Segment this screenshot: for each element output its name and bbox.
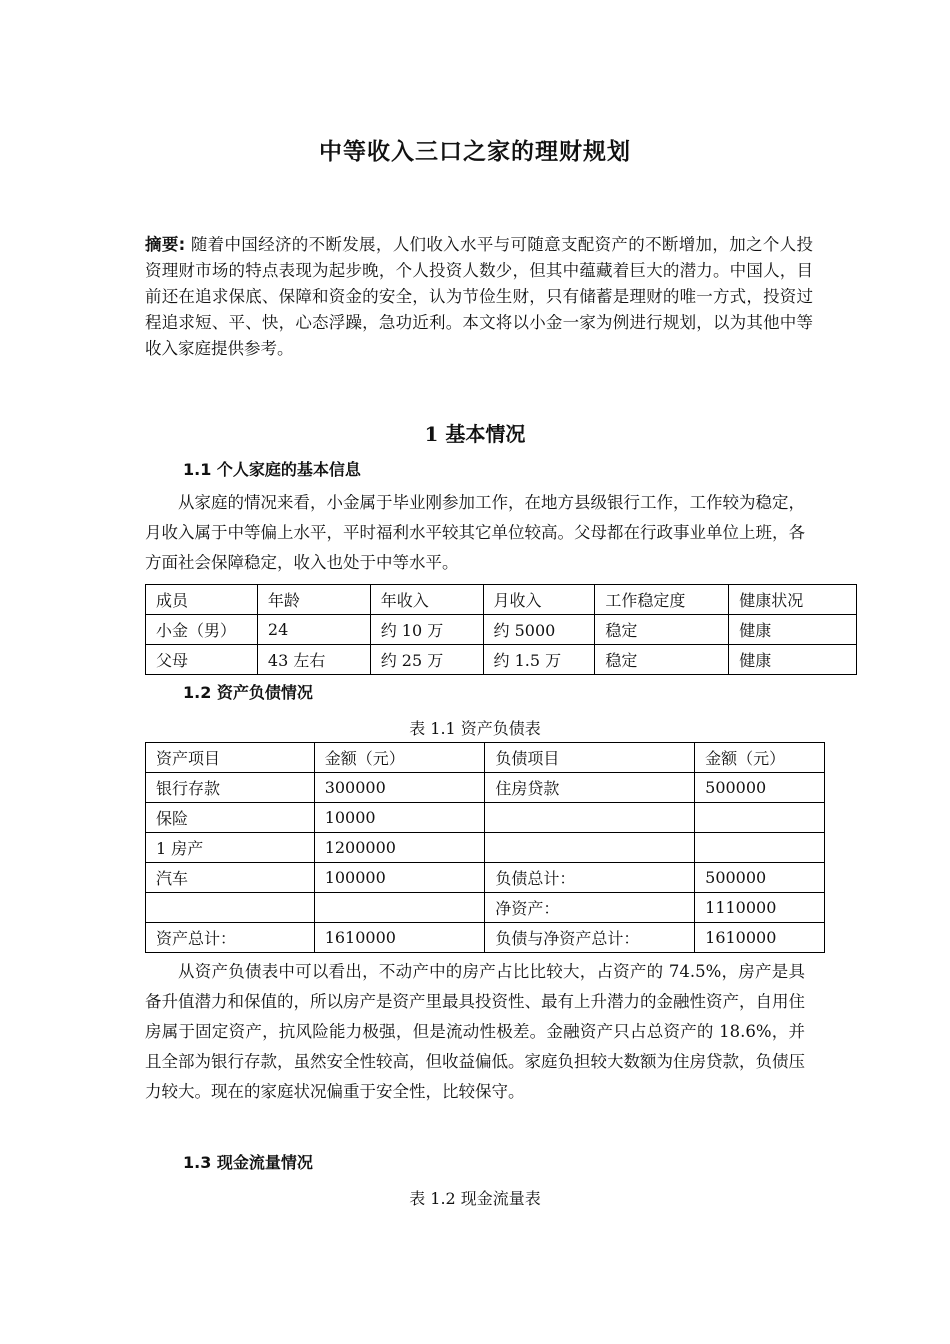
table-header-cell: 年收入 xyxy=(370,585,483,615)
table-row xyxy=(146,615,857,645)
table-cell: 500000 xyxy=(695,863,825,893)
table-cell: 资产总计： xyxy=(146,923,315,953)
table-row xyxy=(146,893,825,923)
table-row xyxy=(146,773,825,803)
table-cell: 银行存款 xyxy=(146,773,315,803)
table-cell xyxy=(695,833,825,863)
table-header-cell: 健康状况 xyxy=(729,585,857,615)
table-header-cell: 金额（元） xyxy=(314,743,485,773)
abstract xyxy=(145,232,813,362)
table-header-cell: 资产项目 xyxy=(146,743,315,773)
table-cell: 负债总计： xyxy=(485,863,695,893)
table-cell xyxy=(146,893,315,923)
table-cell: 300000 xyxy=(314,773,485,803)
table-cell: 10000 xyxy=(314,803,485,833)
table-cell: 父母 xyxy=(146,645,258,675)
table-cell: 健康 xyxy=(729,645,857,675)
abstract-text: 随着中国经济的不断发展，人们收入水平与可随意支配资产的不断增加，加之个人投资理财市场的特点表现为起步晚，个人投资人数少，但其中蕴藏着巨大的潜力。中国人，目前还在追求保底、保障和资金的安全，认为节俭生财，只有储蓄是理财的唯一方式，投资过程追求短、平、快，心态浮躁，急功近利。本文将以小金一家为例进行规划，以为其他中等收入家庭提供参考。 xyxy=(145,235,813,358)
section-1-1-heading: 1.1 个人家庭的基本信息 xyxy=(183,460,361,479)
table-cell: 负债与净资产总计： xyxy=(485,923,695,953)
section-1-1-paragraph: 从家庭的情况来看，小金属于毕业刚参加工作，在地方县级银行工作，工作较为稳定，月收入属于中等偏上水平，平时福利水平较其它单位较高。父母都在行政事业单位上班，各方面社会保障稳定，收入也处于中等水平。 xyxy=(145,493,805,572)
table-cell: 1610000 xyxy=(314,923,485,953)
table-cell: 24 xyxy=(257,615,370,645)
table-header-cell: 金额（元） xyxy=(695,743,825,773)
table-cell: 约 1.5 万 xyxy=(483,645,595,675)
table-cell: 约 25 万 xyxy=(370,645,483,675)
family-info-table xyxy=(145,584,857,675)
table-cell: 健康 xyxy=(729,615,857,645)
table-cell: 约 5000 xyxy=(483,615,595,645)
table-cell xyxy=(485,803,695,833)
table-header-cell: 成员 xyxy=(146,585,258,615)
table-row xyxy=(146,923,825,953)
table-header-row xyxy=(146,743,825,773)
balance-sheet-table xyxy=(145,742,825,953)
table-cell: 43 左右 xyxy=(257,645,370,675)
table-row xyxy=(146,803,825,833)
table-cell: 1200000 xyxy=(314,833,485,863)
table-cell: 小金（男） xyxy=(146,615,258,645)
abstract-label: 摘要: xyxy=(145,235,186,254)
table-header-cell: 月收入 xyxy=(483,585,595,615)
table-cell: 约 10 万 xyxy=(370,615,483,645)
table-header-cell: 负债项目 xyxy=(485,743,695,773)
table-1-2-caption: 表 1.2 现金流量表 xyxy=(409,1189,541,1208)
table-cell xyxy=(314,893,485,923)
table-header-row xyxy=(146,585,857,615)
table-cell xyxy=(485,833,695,863)
table-row xyxy=(146,863,825,893)
table-cell: 500000 xyxy=(695,773,825,803)
table-row xyxy=(146,645,857,675)
table-cell: 稳定 xyxy=(595,615,729,645)
table-cell: 稳定 xyxy=(595,645,729,675)
table-cell xyxy=(695,803,825,833)
section-1-2-paragraph: 从资产负债表中可以看出，不动产中的房产占比比较大，占资产的 74.5%，房产是具备升值潜力和保值的，所以房产是资产里最具投资性、最有上升潜力的金融性资产，自用住房属于固定资产，抗风险能力极强，但是流动性极差。金融资产只占总资产的 18.6%，并且全部为银行存款，虽然安全性较高，但收益偏低。家庭负担较大数额为住房贷款，负债压力较大。现在的家庭状况偏重于安全性，比较保守。 xyxy=(145,962,805,1101)
section-1-2-heading: 1.2 资产负债情况 xyxy=(183,683,313,702)
table-row xyxy=(146,833,825,863)
table-cell: 保险 xyxy=(146,803,315,833)
section-1-heading: 1 基本情况 xyxy=(424,422,526,446)
document-title: 中等收入三口之家的理财规划 xyxy=(319,139,631,165)
table-cell: 1610000 xyxy=(695,923,825,953)
table-header-cell: 工作稳定度 xyxy=(595,585,729,615)
table-cell: 住房贷款 xyxy=(485,773,695,803)
table-cell: 净资产： xyxy=(485,893,695,923)
table-cell: 1 房产 xyxy=(146,833,315,863)
table-header-cell: 年龄 xyxy=(257,585,370,615)
section-1-3-heading: 1.3 现金流量情况 xyxy=(183,1153,313,1172)
table-cell: 汽车 xyxy=(146,863,315,893)
table-cell: 100000 xyxy=(314,863,485,893)
table-cell: 1110000 xyxy=(695,893,825,923)
table-1-1-caption: 表 1.1 资产负债表 xyxy=(409,719,541,738)
